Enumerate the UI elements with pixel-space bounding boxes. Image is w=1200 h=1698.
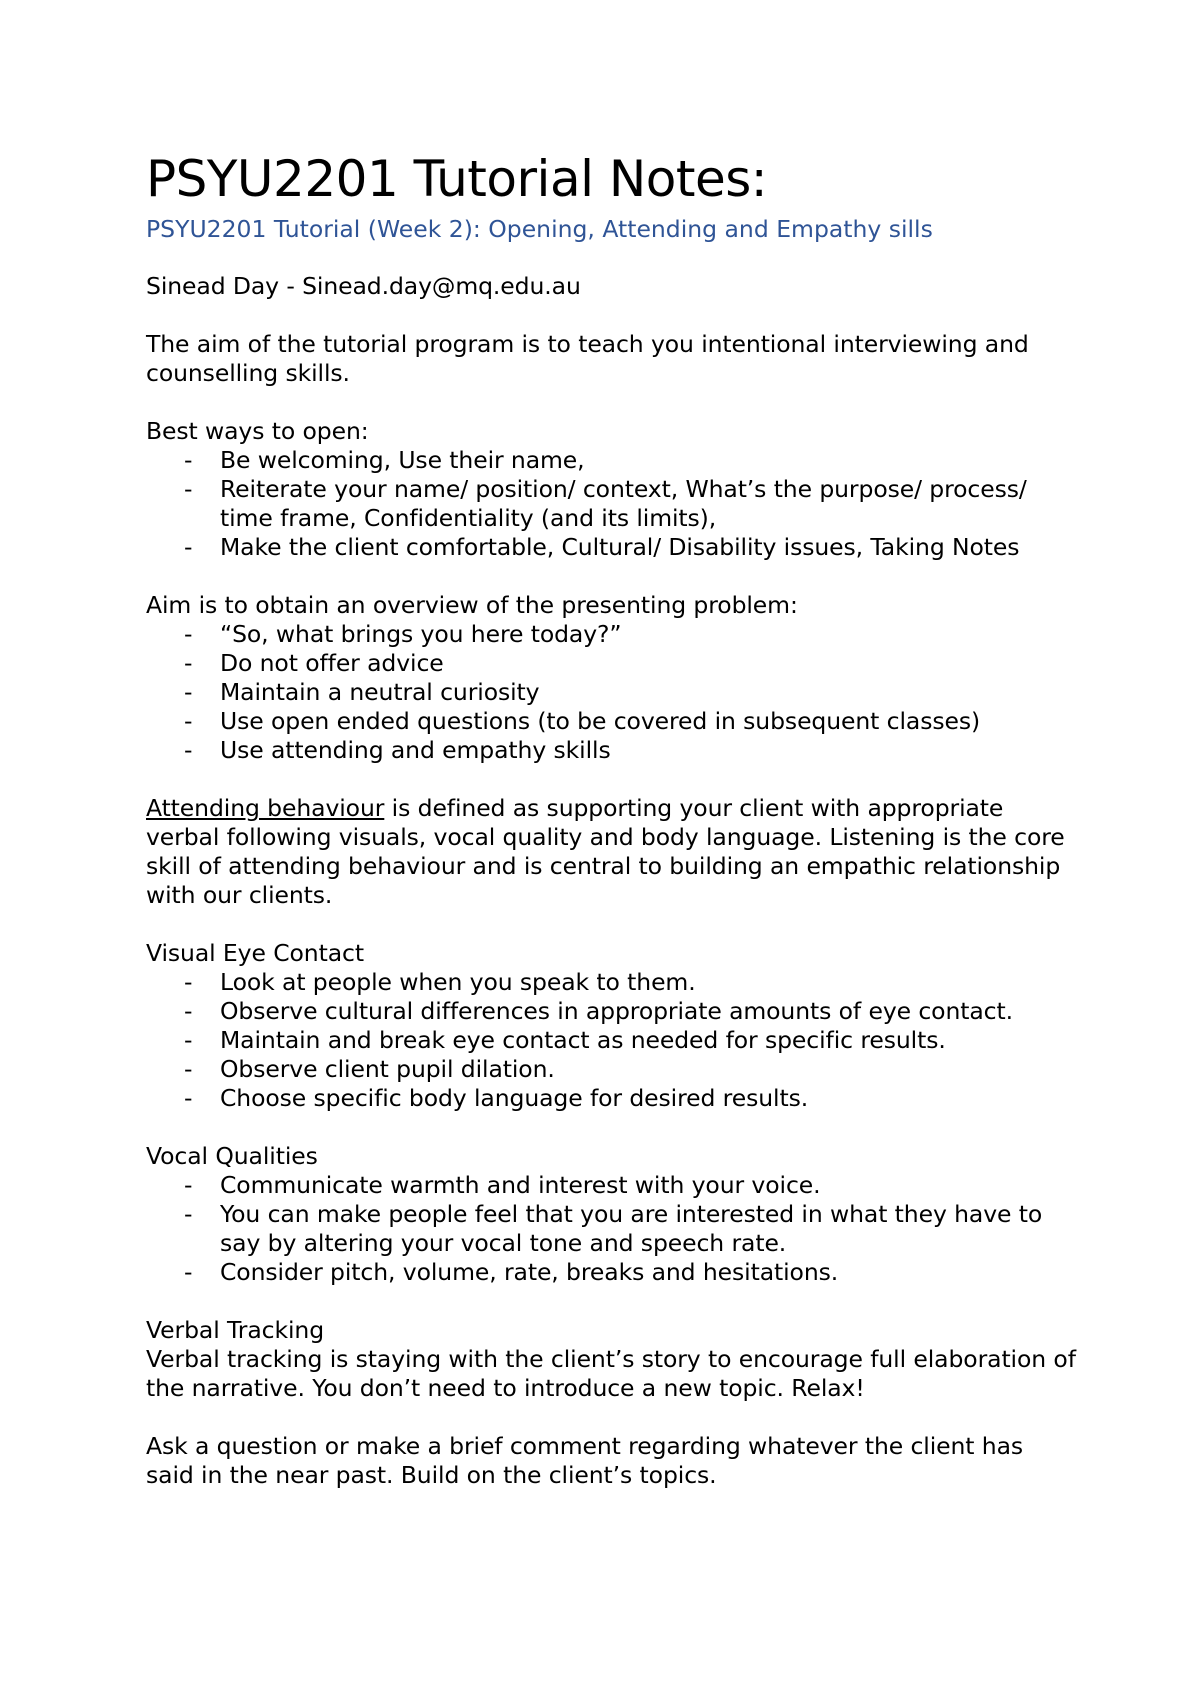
list-item [146, 968, 1076, 997]
tracking-paragraph: Verbal tracking is staying with the client’s story to encourage full elaboration of the narrative. You don’t need to introduce a new topic. Relax! [146, 1345, 1076, 1402]
dash-bullet: - [184, 446, 193, 474]
list-item [146, 533, 1076, 562]
dash-bullet: - [184, 1258, 193, 1286]
contact-line: Sinead Day - Sinead.day@mq.edu.au [146, 272, 581, 300]
vocal-heading: Vocal Qualities [146, 1142, 318, 1170]
list-item-text: Reiterate your name/ position/ context, What’s the purpose/ process/ time frame, Confidentiality (and its limits), [220, 475, 1027, 532]
list-item-text: Consider pitch, volume, rate, breaks and hesitations. [220, 1258, 839, 1286]
list-item-text: Be welcoming, Use their name, [220, 446, 585, 474]
list-item [146, 446, 1076, 475]
list-item-text: Maintain and break eye contact as needed for specific results. [220, 1026, 946, 1054]
dash-bullet: - [184, 1084, 193, 1112]
dash-bullet: - [184, 1171, 193, 1199]
list-item [146, 1026, 1076, 1055]
dash-bullet: - [184, 533, 193, 561]
spacer [146, 1113, 1076, 1142]
list-item-text: Observe cultural differences in appropriate amounts of eye contact. [220, 997, 1013, 1025]
dash-bullet: - [184, 736, 193, 764]
list-item-text: Observe client pupil dilation. [220, 1055, 555, 1083]
spacer [146, 1403, 1076, 1432]
attending-paragraph [146, 794, 1076, 910]
dash-bullet: - [184, 1026, 193, 1054]
aim-paragraph: The aim of the tutorial program is to teach you intentional interviewing and counselling skills. [146, 330, 1029, 387]
list-item [146, 1200, 1076, 1258]
list-item-text: Choose specific body language for desired results. [220, 1084, 809, 1112]
dash-bullet: - [184, 1200, 193, 1228]
list-item [146, 649, 1076, 678]
open-list [146, 446, 1076, 562]
list-item-text: Use attending and empathy skills [220, 736, 611, 764]
list-item-text: Use open ended questions (to be covered in subsequent classes) [220, 707, 981, 735]
spacer [146, 1287, 1076, 1316]
spacer [146, 301, 1076, 330]
list-item [146, 997, 1076, 1026]
list-item-text: “So, what brings you here today?” [220, 620, 622, 648]
page-title: PSYU2201 Tutorial Notes: [146, 150, 768, 208]
dash-bullet: - [184, 1055, 193, 1083]
attending-definition: is defined as supporting your client with appropriate verbal following visuals, vocal quality and body language. Listening is the core skill of attending behaviour and is central to building an empathic relationship with our clients. [146, 794, 1065, 909]
dash-bullet: - [184, 997, 193, 1025]
dash-bullet: - [184, 475, 193, 503]
vocal-list [146, 1171, 1076, 1287]
overview-list [146, 620, 1076, 765]
dash-bullet: - [184, 620, 193, 648]
list-item-text: Communicate warmth and interest with your voice. [220, 1171, 821, 1199]
spacer [146, 765, 1076, 794]
list-item [146, 620, 1076, 649]
document-body [146, 150, 1076, 1490]
eye-list [146, 968, 1076, 1113]
dash-bullet: - [184, 968, 193, 996]
dash-bullet: - [184, 678, 193, 706]
list-item [146, 1171, 1076, 1200]
list-item-text: Do not offer advice [220, 649, 444, 677]
list-item [146, 475, 1076, 533]
list-item [146, 736, 1076, 765]
list-item [146, 1258, 1076, 1287]
overview-heading: Aim is to obtain an overview of the presenting problem: [146, 591, 798, 619]
list-item-text: Look at people when you speak to them. [220, 968, 696, 996]
spacer [146, 388, 1076, 417]
list-item [146, 1084, 1076, 1113]
eye-heading: Visual Eye Contact [146, 939, 364, 967]
open-heading: Best ways to open: [146, 417, 369, 445]
list-item-text: You can make people feel that you are interested in what they have to say by altering your vocal tone and speech rate. [220, 1200, 1043, 1257]
list-item [146, 707, 1076, 736]
dash-bullet: - [184, 707, 193, 735]
list-item [146, 1055, 1076, 1084]
spacer [146, 910, 1076, 939]
tracking-heading: Verbal Tracking [146, 1316, 325, 1344]
list-item-text: Make the client comfortable, Cultural/ Disability issues, Taking Notes [220, 533, 1020, 561]
attending-term: Attending behaviour [146, 794, 385, 822]
spacer [146, 244, 1076, 272]
dash-bullet: - [184, 649, 193, 677]
ask-paragraph: Ask a question or make a brief comment regarding whatever the client has said in the near past. Build on the client’s topics. [146, 1432, 1024, 1489]
list-item [146, 678, 1076, 707]
page-subtitle: PSYU2201 Tutorial (Week 2): Opening, Attending and Empathy sills [146, 215, 933, 243]
spacer [146, 562, 1076, 591]
list-item-text: Maintain a neutral curiosity [220, 678, 540, 706]
